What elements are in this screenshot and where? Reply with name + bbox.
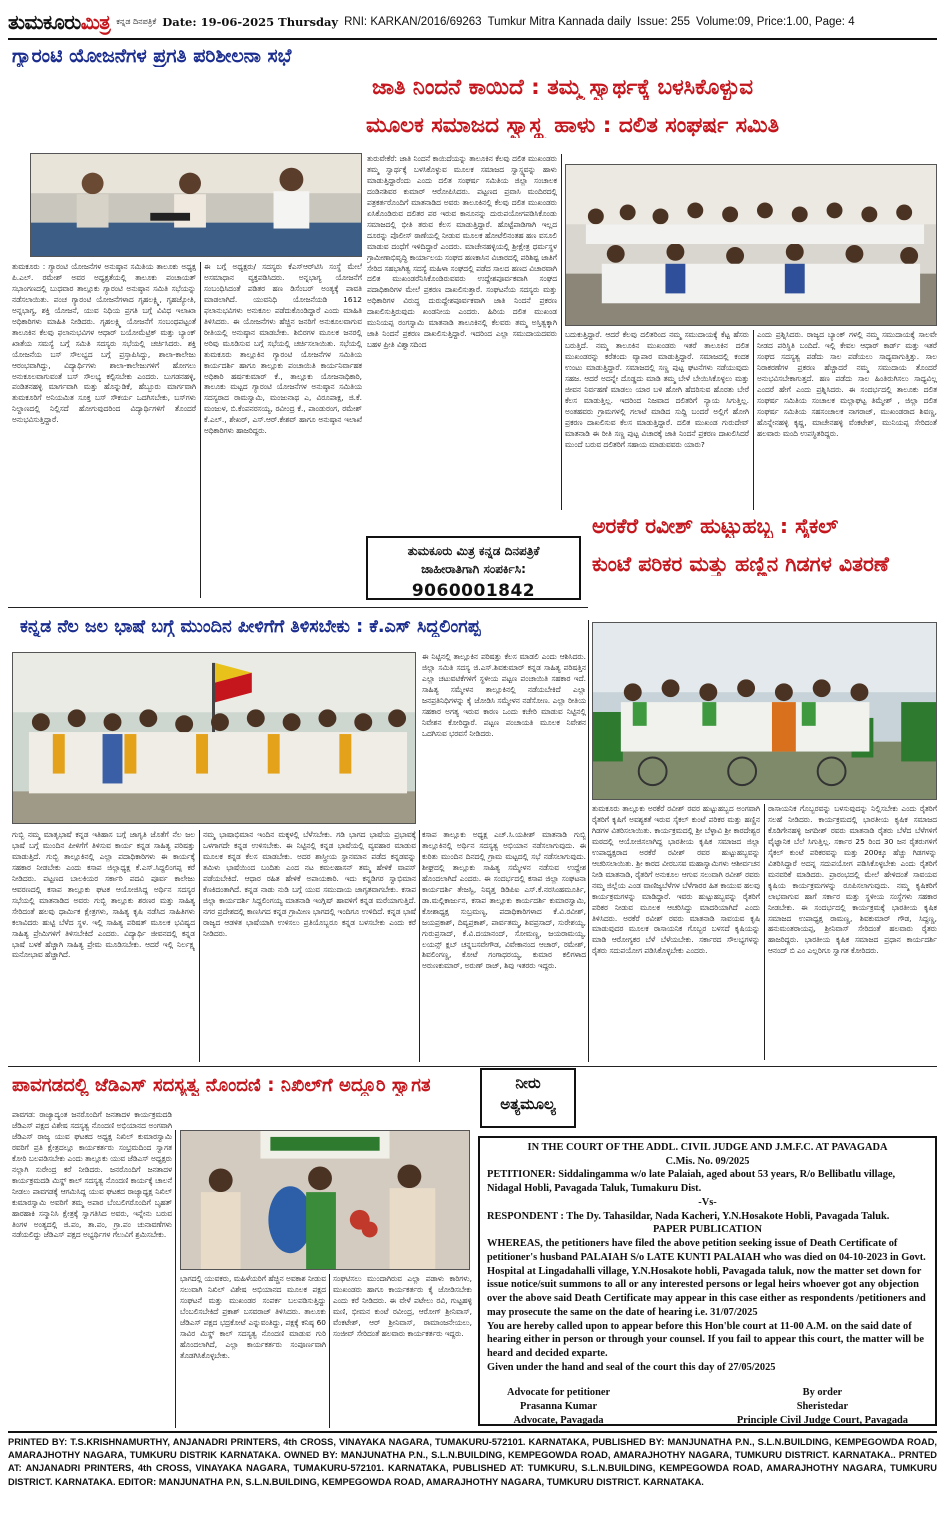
pavagada-welcome-photo bbox=[180, 1130, 470, 1270]
water-precious-box bbox=[480, 1068, 576, 1128]
arakere-distribution-photo bbox=[592, 622, 937, 800]
volume-price-page: Volume:09, Price:1.00, Page: 4 bbox=[696, 16, 855, 28]
right-sig-line-2: Sheristedar bbox=[796, 1401, 849, 1413]
column-divider bbox=[561, 154, 562, 510]
guarantee-column-2: ಈ ಬಗ್ಗೆ ಅಧ್ಯಕ್ಷರು/ ಸದಸ್ಯರು ಕೆಎಸ್‌ಆರ್‌ಟಿಸಿ ಸಂಸ್ಥೆ ಮೇಲೆ ಅಸಮಾಧಾನ ವ್ಯಕ್ತಪಡಿಸಿದರು. ಅನ್ನಭಾಗ್ಯ ಯೋಜನೆಗೆ ಸಂಬಂಧಿಸಿದಂತೆ ಪಡಿತರ ಹಣ ಡಿಸೆಂಬರ್ ಅಂತ್ಯಕ್ಕೆ ಪಾವತಿ ಮಾಡಲಾಗಿದೆ. ಯುವನಿಧಿ ಯೋಜನೆಯಡಿ 1612 ಫಲಾನುಭವಿಗಳು ಅನುಕೂಲ ಪಡೆದುಕೊಂಡಿದ್ದಾರೆ ಎಂದು ಮಾಹಿತಿ ತಿಳಿಸಿದರು. ಈ ಯೋಜನೆಗಳು ಹೆಚ್ಚಿನ ಜನರಿಗೆ ಅನುಕೂಲವಾಗುವ ರೀತಿಯಲ್ಲಿ ಅನುಷ್ಠಾನ ಮಾಡಬೇಕು. ಶಿಬಿರಗಳ ಮೂಲಕ ಜನರಲ್ಲಿ ಅರಿವು ಮೂಡಿಸುವ ಬಗ್ಗೆ ಸಭೆಯಲ್ಲಿ ಚರ್ಚಿಸಲಾಯಿತು. ಸಭೆಯಲ್ಲಿ ತುಮಕೂರು ತಾಲ್ಲೂಕಿನ ಗ್ಯಾರಂಟಿ ಯೋಜನೆಗಳ ಸಮಿತಿಯ ಕಾರ್ಯದರ್ಶಿ ಹಾಗೂ ತಾಲ್ಲೂಕು ಪಂಚಾಯಿತಿ ಕಾರ್ಯನಿರ್ವಾಹಕ ಅಧಿಕಾರಿ ಹರ್ಷಕುಮಾರ್ ಕೆ., ತಾಲ್ಲೂಕು ಯೋಜನಾಧಿಕಾರಿ, ತಾಲೂಕು ಮಟ್ಟದ ಗ್ಯಾರಂಟಿ ಯೋಜನೆಗಳ ಅನುಷ್ಠಾನ ಸಮಿತಿಯ ಸದಸ್ಯರಾದ ರಾಮಸ್ವಾಮಿ, ಮಂಜುನಾಥ ಎ, ವಿರೂಪಾಕ್ಷ, ಜಿ.ಕೆ. ಮಂಜುಳ, ಬಿ.ಕೆಂಪನರಸಯ್ಯ, ರವೀಂದ್ರ ಕೆ., ಪಾಂಡುರಂಗ, ರಮೇಶ್ ಕೆ.ಎಲ್., ಶೇಖರ್, ಎಸ್.ಆರ್.ಕೇಶವ್ ಹಾಗೂ ಅನುಷ್ಠಾನ ಇಲಾಖೆ ಅಧಿಕಾರಿಗಳು ಹಾಜರಿದ್ದರು. bbox=[204, 262, 362, 436]
masthead bbox=[8, 6, 937, 40]
paper-title: Tumkur Mitra Kannada daily bbox=[487, 16, 631, 28]
pavagada-column-3: ಸಂಘಟಿಸಲು ಮುಂದಾಗಿರುವ ಎಲ್ಲಾ ಪಡಾಳು ಕಾರಿಗಳು, ಮುಖಂಡರು ಹಾಗೂ ಕಾರ್ಯಕರ್ತರು ಕೈ ಜೋಡಿಸಬೇಕು ಎಂದು ಕರೆ ನೀಡಿದರು. ಈ ವೇಳೆ ಪಟೇಲು ರವಿ, ಗುಟ್ಟಹಳ್ಳಿ ಮಣಿ, ಭೀಮನ ಕುಂಟೆ ರವೀಂದ್ರ, ಆರೋಗ್ ಶ್ರೀನಿವಾಸ್, ವೆಂಕಟೇಶ್, ಆರ್ ಶ್ರೀನಿವಾಸ್, ರಾಮಾಂಜನೇಯಲು, ಸಂಜೀವ್ ಸೇರಿದಂತೆ ಹಲವಾರು ಕಾರ್ಯಕರ್ತರು ಇದ್ದರು. bbox=[333, 1274, 472, 1338]
newspaper-logo bbox=[8, 10, 110, 34]
issue-date: Date: 19-06-2025 Thursday bbox=[162, 15, 339, 29]
ad-line-2: ಜಾಹೀರಾತಿಗಾಗಿ ಸಂಪರ್ಕಿಸಿ: bbox=[421, 562, 526, 576]
print-line-footer: PRINTED BY: T.S.KRISHNAMURTHY, ANJANADRI PRINTERS, 4th CROSS, VINAYAKA NAGARA, TUMAKURU-572101. KARNATAKA, PUBLISHED BY: MANJUNATHA P.N., S.L.N.BUILDING, KEMPEGOWDA ROAD, AMARAJHOTHY NAGARA, TUMKURU DISTRIK KARNATAKA. OWNED BY: MANJUNATHA P.N., S.L.N.BUILDING, KEMPEGOWDA ROAD, AMARAJHOTHY NAGARA, TUMKURU DISTRICT. KARNATAKA.. PRNTED AT: ANJANADRI PRINTERS, 4th CROSS, VINAYAKA NAGARA, TUMAKURU-572101. KARNATAKA, PUBLISHED AT: TUMKURU, S.L.N.BUILDING, KEMPEGOWDA ROAD, AMARAJHOTHY NAGARA, TUMKURU DISTRICT. KARNATAKA. EDITOR: MANJUNATHA P.N, S.L.N.BUILDING, KEMPEGOWDA ROAD, AMARAJHOTHY NAGARA, TUMKURU DISTRICT. KARNATAKA. bbox=[8, 1431, 937, 1489]
court-body-2: You are hereby called upon to appear before this Hon'ble court at 11-00 A.M. on the said date of hearing either in person or through your counsel. If you fail to appear this court, the matter will be heard and decided exparte. bbox=[487, 1320, 924, 1360]
dalit-column-1: ತುರುವೇಕೆರೆ: ಜಾತಿ ನಿಂದನೆ ಕಾಯಿದೆಯನ್ನು ತಾಲೂಕಿನ ಕೆಲವು ದಲಿತ ಮುಖಂಡರು ತಮ್ಮ ಸ್ವಾರ್ಥಕ್ಕೆ ಬಳಸಿಕೊಳ್ಳುವ ಮೂಲಕ ಸಮಾಜದ ಸ್ವಾಸ್ಥ್ಯವನ್ನು ಹಾಳು ಮಾಡುತ್ತಿದ್ದಾರೆಂದು ಎಂದು ದಲಿತ ಸಂಘರ್ಷ ಸಮಿತಿಯ ಜಿಲ್ಲಾ ಸಂಚಾಲಕ ದಂಡಿನಶಿವರ ಕುಮಾರ್ ಆರೋಪಿಸಿದರು. ಪಟ್ಟಣದ ಪ್ರವಾಸಿ ಮಂದಿರದಲ್ಲಿ ಪತ್ರಕರ್ತರೊಂದಿಗೆ ಮಾತನಾಡಿದ ಅವರು ತಾಲೂಕಿನಲ್ಲಿ ಕೆಲವು ದಲಿತ ಮುಖಂಡರು ಏಸಿಕೊಂಡಿರುವ ದಲಿತರ ಪರ ಇರುವ ಕಾನೂನನ್ನು ದುರುಪಯೋಗಪಡಿಸಿಕೊಂಡು ಸಮಾಜದಲ್ಲಿ ಭೀತಿ ತರುವ ಕೆಲಸ ಮಾಡುತ್ತಿದ್ದಾರೆ. ಹೊಟ್ಟೆಪಾಡಿಗಾಗಿ ಇಲ್ಲದ ದೂರನ್ನು ಪೊಲೀಸ್ ಠಾಣೆಯಲ್ಲಿ ನೀಡುವ ಮೂಲಕ ಹೋಟೆಲಿನಂತಹ ಹಣ ವಸೂಲಿ ಮಾಡುವ ದಂಧೆಗೆ ಇಳಿದಿದ್ದಾರೆ ಎಂದರು. ಮಾಚೇನಹಳ್ಳಿಯಲ್ಲಿ ಶ್ರೀಕ್ಷೇತ್ರ ಧರ್ಮಸ್ಥಳ ಗ್ರಾಮೀಣಾಭಿವೃದ್ಧಿ ಕಾರ್ಯಾಲಯ ಸಂಘದ ಹಣಕಾಸಿನ ವಿಚಾರದಲ್ಲಿ ಪರಿಶಿಷ್ಟ ಜಾತಿಗೆ ಸೇರಿದ ಸಹಭಾಗಿತ್ವ ಸದಸ್ಯೆ ಮಹಿಳಾ ಸಂಘದಲ್ಲಿ ಪಡೆದ ಸಾಲದ ಹಣದ ವಿಚಾರವಾಗಿ ದಲಿತ ಮುಖಂಡರೆನಿಸಿಕೊಂಡಿರುವವರು ಉದ್ದೇಶಪೂರ್ವಕವಾಗಿ ಸಂಘದ ಪದಾಧಿಕಾರಿಗಳ ಮೇಲೆ ಪ್ರಕರಣ ದಾಖಲಿಸುತ್ತಾರೆ. ಸಂಘಟನೆಯ ಸದಸ್ಯರು ಮತ್ತು ಅಧಿಕಾರಿಗಳ ವಿರುದ್ಧ ದುರುದ್ದೇಶಪೂರ್ವಕವಾಗಿ ಜಾತಿ ನಿಂದನೆ ಪ್ರಕರಣ ದಾಖಲಿಸುತ್ತಿರುವುದು ಖಂಡನೀಯ ಎಂದರು. ಹಿರಿಯ ದಲಿತ ಮುಖಂಡ ಮುನಿಯಪ್ಪ ರಂಗಸ್ವಾಮಿ ಮಾತನಾಡಿ ತಾಲೂಕಿನಲ್ಲಿ ಕೆಲವರು ತಮ್ಮ ಅಸ್ತಿತ್ವಕ್ಕಾಗಿ ಜಾತಿ ನಿಂದನೆ ಪ್ರಕರಣ ದಾಖಲಿಸುತ್ತಿದ್ದಾರೆ. ಇದರಿಂದ ಎಲ್ಲಾ ಸಮುದಾಯದವರು ಬಹಳ ಪ್ರೀತಿ ವಿಶ್ವಾಸದಿಂದ bbox=[367, 154, 557, 350]
dalit-headline-line-1: ಜಾತಿ ನಿಂದನೆ ಕಾಯಿದೆ : ತಮ್ಮ ಸ್ವಾರ್ಥಕ್ಕೆ ಬಳಸಿಕೊಳ್ಳುವ bbox=[372, 76, 754, 100]
court-petitioner: PETITIONER: Siddalingamma w/o late Palaiah, aged about 53 years, R/o Bellibatlu village, Nidagal Hobli, Pavagada Taluk, Tumakuru Dist. bbox=[487, 1169, 896, 1195]
court-order-signature bbox=[737, 1386, 908, 1427]
court-body-3: Given under the hand and seal of the court this day of 27/05/2025 bbox=[487, 1361, 776, 1373]
kannada-sahitya-group-photo bbox=[12, 652, 416, 824]
left-sig-line-1: Advocate for petitioner bbox=[507, 1387, 611, 1399]
court-case-number: C.Mis. No. 09/2025 bbox=[665, 1155, 750, 1167]
column-divider bbox=[764, 804, 765, 1060]
issue-number: Issue: 255 bbox=[636, 16, 691, 28]
dalit-headline-line-2: ಮೂಲಕ ಸಮಾಜದ ಸ್ವಾಸ್ಥ್ಯ ಹಾಳು : ದಲಿತ ಸಂಘರ್ಷ ಸಮಿತಿ bbox=[366, 114, 779, 138]
pavagada-headline: ಪಾವಗಡದಲ್ಲಿ ಜೆಡಿಎಸ್ ಸದಸ್ಯತ್ವ ನೊಂದಣಿ : ನಿಖಿಲ್‌ಗೆ ಅದ್ದೂರಿ ಸ್ವಾಗತ bbox=[12, 1076, 431, 1096]
dalit-column-2: ಬದುಕುತ್ತಿದ್ದಾರೆ. ಆದರೆ ಕೆಲವು ದಲಿತರಿಂದ ನಮ್ಮ ಸಮುದಾಯಕ್ಕೆ ಕೆಟ್ಟ ಹೆಸರು ಬರುತ್ತಿದೆ. ನಮ್ಮ ತಾಲೂಕಿನ ಮುಖಂಡರು ಇತರೆ ತಾಲೂಕಿನ ದಲಿತ ಮುಖಂಡರನ್ನು ಕರೆತಂದು ವ್ಯಾಪಾರ ಮಾಡುತ್ತಿದ್ದಾರೆ. ಸಮಾಜದಲ್ಲಿ ಕಂದಕ ಉಂಟು ಮಾಡುತ್ತಿದ್ದಾರೆ. ಸಮಾಜದಲ್ಲಿ ಸಣ್ಣ ಪುಟ್ಟ ಘಟನೆಗಳು ನಡೆಯುವುದು ಸಹಜ. ಆದರೆ ಅದನ್ನೇ ದೊಡ್ಡದು ಮಾಡಿ ತಮ್ಮ ಬೇಳೆ ಬೇಯಿಸಿಕೊಳ್ಳಲು ಮತ್ತು ಜೀವನ ನಿರ್ವಹಣೆ ಮಾಡಲು ಯಾರ ಬಳಿ ಹೋಗಿ ಹೆದರಿಸುವ ಹೊರತು ಬೇರೆ ಕೆಲಸ ಮಾಡುತ್ತಿಲ್ಲ. ಇದರಿಂದ ನಿಜವಾದ ದಲಿತರಿಗೆ ನ್ಯಾಯ ಸಿಗುತ್ತಿಲ್ಲ. ಅಂತಹವರು ಗ್ರಾಮಗಳಲ್ಲಿ ಗಲಾಟೆ ಮಾಡಿದ ಸುದ್ದಿ ಬಂದರೆ ಅಲ್ಲಿಗೆ ಹೋಗಿ ಪ್ರಕರಣ ದಾಖಲಿಸುವ ಕೆಲಸ ಮಾಡುತ್ತಿದ್ದಾರೆ. ದಲಿತ ಮುಖಂಡ ಗುರುದೇವ್ ಮಾತನಾಡಿ ಈ ರೀತಿ ಸಣ್ಣ ಪುಟ್ಟ ವಿಚಾರಕ್ಕೆ ಜಾತಿ ನಿಂದನೆ ಪ್ರಕರಣ ದಾಖಲಿಸಿದರೆ ಮುಂದೆ ಬರುವ ದಲಿತರಿಗೆ ಸಹಾಯ ಮಾಡುವವರು ಯಾರು? bbox=[565, 330, 749, 449]
column-divider bbox=[199, 830, 200, 1062]
pavagada-column-2: ಭಾಗದಲ್ಲಿ ಯುವಕರು, ಮಹಿಳೆಯರಿಗೆ ಹೆಚ್ಚಿನ ಅವಕಾಶ ನೀಡುವ ಸಲುವಾಗಿ ನಿಖಿಲ್ ವಿಶೇಷ ಅಭಿಯಾನದ ಮೂಲಕ ಪಕ್ಷದ ಸಂಘಟನೆ ಮತ್ತು ಮುಖಂಡರ ಸಂಪರ್ಕ ಬಲಪಡಿಸುತ್ತಿದ್ದು ಬೆಂಬಲಿಸಬೇಕಿದೆ ಪ್ರಕಾಶ್ ಬಸವರಾಜ್ ತಿಳಿಸಿದರು. ತಾಲೂಕು ಜೆಡಿಎಸ್ ಪಕ್ಷದ ಭದ್ರಕೋಟೆ ಎನ್ನುವಂತಿದ್ದು, ಪಕ್ಷಕ್ಕೆ ಕನಿಷ್ಠ 60 ಸಾವಿರ ಮಿಸ್ಡ್ ಕಾಲ್ ಸದಸ್ಯತ್ವ ನೊಂದಣಿ ಮಾಡುವ ಗುರಿ ಹೊಂದಲಾಗಿದೆ, ಎಲ್ಲಾ ಕಾರ್ಯಕರ್ತರು ಸಂಪೂರ್ಣವಾಗಿ ತೊಡಗಿಸಿಕೊಳ್ಳಬೇಕು. bbox=[180, 1274, 326, 1360]
section-divider bbox=[588, 620, 589, 1062]
rni-number: RNI: KARKAN/2016/69263 bbox=[344, 16, 482, 28]
court-body-1: WHEREAS, the petitioners have filed the above petition seeking issue of Death Certificate of petitioner's husband PALAIAH S/o LATE KUNTI PALAIAH who was died on 04-10-2023 in Govt. Hospital at Lingadahalli village, Y.N.Hosakote hobli, Pavagada taluk, now the matter set down for issue notice/suit summons to all or any interested persons or legal heirs whoever got any objection over the above said Death Certificate may appear in this case either as respondents /petitioners and may prosecute the same on the date of hearing i.e. 31/07/2025 bbox=[487, 1238, 926, 1318]
court-title: IN THE COURT OF THE ADDL. CIVIL JUDGE AND J.M.F.C. AT PAVAGADA bbox=[527, 1142, 888, 1153]
kannada-column-top: ಈ ನಿಟ್ಟಿನಲ್ಲಿ ತಾಲ್ಲೂಕಿನ ಪರಿಷತ್ತು ಕೆಲಸ ಮಾಡಲಿ ಎಂದು ಆಶಿಸಿದರು. ಜಿಲ್ಲಾ ಸಮಿತಿ ಸದಸ್ಯ ಜಿ.ಎಸ್.ಶಿವಕುಮಾರ್ ಕನ್ನಡ ಸಾಹಿತ್ಯ ಪರಿಷತ್ತಿನ ಎಲ್ಲಾ ಚಟುವಟಿಕೆಗಳಿಗೆ ಸ್ಥಳೀಯ ಪಟ್ಟಣ ಪಂಚಾಯಿತಿ ಸಹಕಾರ ಇದೆ. ಸಾಹಿತ್ಯ ಸಮ್ಮೇಳನ ತಾಲ್ಲೂಕಿನಲ್ಲಿ ನಡೆಯಬೇಕಿದೆ ಎಲ್ಲಾ ಜನಪ್ರತಿನಿಧಿಗಳನ್ನು ಕೈ ಜೋಡಿಸಿ ಸಮ್ಮೇಳನ ನಡೆಸೋಣ. ಎಲ್ಲಾ ರೀತಿಯ ಸಹಕಾರ ಅಗತ್ಯ ಇರುವ ಕಾರಣ ಒಂದು ಕಚೇರಿ ಮಾಡುವ ನಿಟ್ಟಿನಲ್ಲಿ ನಿವೇಶನ ಕೋರಿದ್ದಾರೆ. ಪಟ್ಟಣ ಪಂಚಾಯತಿ ಮೂಲಕ ನಿವೇಶನ ಒದಗಿಸುವ ಭರವಸೆ ನೀಡಿದರು. bbox=[422, 652, 586, 738]
court-notice bbox=[478, 1136, 937, 1426]
court-vs: -Vs- bbox=[698, 1196, 717, 1208]
kannada-column-3: ಕಸಾಪ ತಾಲ್ಲೂಕು ಅಧ್ಯಕ್ಷ ಎಚ್.ಸಿ.ಯತೀಶ್ ಮಾತನಾಡಿ ಗುಬ್ಬಿ ತಾಲ್ಲೂಕಿನಲ್ಲಿ ಅರ್ಥಿನ ಸದಸ್ಯತ್ವ ಅಭಿಯಾನ ನಡೆಸಲಾಗುವುದು. ಈ ಕುರಿತು ಮುಂದಿನ ದಿನದಲ್ಲಿ ಗ್ರಾಮ ಮಟ್ಟದಲ್ಲಿ ಸಭೆ ನಡೆಸಲಾಗುವುದು. ಶೀಘ್ರದಲ್ಲಿ ತಾಲ್ಲೂಕು ಸಾಹಿತ್ಯ ಸಮ್ಮೇಳನ ನಡೆಸುವ ಉದ್ದೇಶ ಹೊಂದಲಾಗಿದೆ ಎಂದರು. ಈ ಸಂದರ್ಭದಲ್ಲಿ ಕಸಾಪ ಜಿಲ್ಲಾ ಸಂಘಟನಾ ಕಾರ್ಯದರ್ಶಿ ತೇಜಸ್ವಿ, ನಿವೃತ್ತ ಡಿಡಿಪಿಐ ಎಸ್.ಕೆ.ನರಸಿಂಹಮೂರ್ತಿ, ಡಾ.ಮಲ್ಲಿಕಾರ್ಜುನ, ಕಸಾಪ ತಾಲ್ಲೂಕು ಕಾರ್ಯದರ್ಶಿ ಕುಮಾರಸ್ವಾಮಿ, ಕೋಶಾಧ್ಯಕ್ಷ ಸುಬ್ರಮಣ್ಯ, ಪದಾಧಿಕಾರಿಗಳಾದ ಕೆ.ವಿ.ರವೀಶ್, ಜಯಪ್ರಕಾಶ್, ದಿವ್ಯಪ್ರಕಾಶ್, ಪಾರ್ವತಮ್ಮ, ಶಿವಪ್ರಸಾದ್, ಸುರೇಶಯ್ಯ, ಗುರುಪ್ರಸಾದ್, ಕೆ.ವಿ.ದಯಾನಂದ್, ಸೋಮಣ್ಣ, ಜಯರಾಮಯ್ಯ, ಲಯನ್ಸ್ ಕ್ಲಬ್ ಚನ್ನಬಸವೇಗೌಡ, ವಿವೇಕಾನಂದ ಆಚಾರ್, ರಮೇಶ್, ಶಿವಲಿಂಗಣ್ಣ, ಕೋಟೆ ಗಂಗಾಧರಯ್ಯ, ಕುಮಾರ ಕಲಿಗಳಾದ ಅರುಣಕುಮಾರ್, ಅರುಣ್ ರಾಜ್, ಶಿವು ಇತರರು ಇದ್ದರು. bbox=[422, 830, 586, 971]
guarantee-headline: ಗ್ಯಾರಂಟಿ ಯೋಜನೆಗಳ ಪ್ರಗತಿ ಪರಿಶೀಲನಾ ಸಭೆ bbox=[12, 46, 292, 67]
section-separator bbox=[8, 1066, 937, 1067]
guarantee-meeting-photo bbox=[30, 153, 362, 257]
kannada-column-2: ನಮ್ಮ ಭಾಷಾಭಿಮಾನ ಇಂದಿನ ಮಕ್ಕಳಲ್ಲಿ ಬೆಳೆಸಬೇಕು. ಗಡಿ ಭಾಗದ ಭಾಷೆಯ ಪ್ರಭಾವಕ್ಕೆ ಒಳಗಾಗದೇ ಕನ್ನಡ ಉಳಿಸಬೇಕು. ಈ ನಿಟ್ಟಿನಲ್ಲಿ ಕನ್ನಡ ಭಾಷೆಯಲ್ಲಿ ವ್ಯವಹಾರ ಮಾಡುವ ಮೂಲಕ ಕನ್ನಡ ಕೆಲಸ ಮಾಡಬೇಕು. ಅದರ ಶಾಸ್ತ್ರೀಯ ಸ್ಥಾನಮಾನ ಪಡೆದ ಕನ್ನಡವನ್ನು ತಮಿಳು ಭಾಷೆಯಿಂದ ಬಂದಿತು ಎಂದ ನಟ ಕಮಲಹಾಸನ್ ತಮ್ಮ ಹೇಳಿಕೆ ವಾಪಸ್ ಪಡೆಯಬೇಕಿದೆ. ಆಧಾರ ರಹಿತ ಹೇಳಿಕೆ ಅಪಾಯಕಾರಿ. ಇದು ಕನ್ನಡಿಗರ ಸ್ವಾಭಿಮಾನ ಕೆಣಕಿದಂತಾಗಿದೆ. ಕನ್ನಡ ನಾಡು ನುಡಿ ಬಗ್ಗೆ ಯುವ ಸಮುದಾಯ ಜಾಗೃತವಾಗಬೇಕು. ಕಸಾಪ ಜಿಲ್ಲಾ ಕಾರ್ಯದರ್ಶಿ ಸಿದ್ದಲಿಂಗಯ್ಯ ಮಾತನಾಡಿ ಇಂಗ್ಲಿಷ್ ಹಾವಳಿಗೆ ಕನ್ನಡ ಮರೆಯಾಗುತ್ತಿದೆ. ನಗರ ಪ್ರದೇಶದಲ್ಲಿ ಕಾಣಸಿಗದ ಕನ್ನಡ ಗ್ರಾಮೀಣ ಭಾಗದಲ್ಲಿ ಇಂದಿಗೂ ಉಳಿದಿದೆ. ಕನ್ನಡ ಭಾಷೆ ರಾಜ್ಯದ ಆಡಳಿತ ಭಾಷೆಯಾಗಿ ಉಳಿಸಲು ಪ್ರತಿಯೊಬ್ಬರೂ ಕನ್ನಡ ಬಳಸಬೇಕು ಎಂದು ಕರೆ ನೀಡಿದರು. bbox=[203, 830, 416, 938]
left-sig-line-3: Advocate, Pavagada bbox=[513, 1414, 604, 1426]
section-separator bbox=[8, 607, 588, 608]
column-divider bbox=[419, 830, 420, 1062]
court-publication-label: PAPER PUBLICATION bbox=[652, 1224, 762, 1236]
logo-subtitle: ಕನ್ನಡ ದಿನಪತ್ರಿಕೆ bbox=[116, 17, 157, 26]
kannada-headline: ಕನ್ನಡ ನೆಲ ಜಲ ಭಾಷೆ ಬಗ್ಗೆ ಮುಂದಿನ ಪೀಳಿಗೆಗೆ ತಿಳಿಸಬೇಕು : ಕೆ.ಎಸ್ ಸಿದ್ದಲಿಂಗಪ್ಪ bbox=[20, 618, 481, 637]
logo-main-text: ತುಮಕೂರು bbox=[8, 10, 81, 34]
arakere-headline-line-1: ಅರಕೆರೆ ರವೀಶ್ ಹುಟ್ಟುಹಬ್ಬ : ಸೈಕಲ್ bbox=[592, 515, 839, 538]
right-sig-line-3: Principle Civil Judge Court, Pavagada bbox=[736, 1414, 908, 1426]
petitioner-advocate-signature bbox=[507, 1386, 610, 1427]
kannada-column-1: ಗುಬ್ಬಿ ನಮ್ಮ ಮಾತೃಭಾಷೆ ಕನ್ನಡ ಇತಿಹಾಸ ಬಗ್ಗೆ ಜಾಗೃತಿ ಜೊತೆಗೆ ನೆಲ ಜಲ ಭಾಷೆ ಬಗ್ಗೆ ಮುಂದಿನ ಪೀಳಿಗೆಗೆ ತಿಳಿಸುವ ಕಾರ್ಯ ಕನ್ನಡ ಸಾಹಿತ್ಯ ಪರಿಷತ್ತು ಮಾಡುತ್ತಿದೆ. ಗುಬ್ಬಿ ತಾಲ್ಲೂಕಿನಲ್ಲಿ ಎಲ್ಲಾ ಪದಾಧಿಕಾರಿಗಳು ಈ ಕಾರ್ಯಕ್ಕೆ ಸಹಕಾರ ನೀಡಬೇಕು ಎಂದು ಕಸಾಪ ಜಿಲ್ಲಾಧ್ಯಕ್ಷ ಕೆ.ಎಸ್.ಸಿದ್ದಲಿಂಗಪ್ಪ ಕರೆ ನೀಡಿದರು. ಪಟ್ಟಣದ ಬಾಲಕಿಯರ ಸರ್ಕಾರಿ ಪದವಿ ಪೂರ್ವ ಕಾಲೇಜು ಆವರಣದಲ್ಲಿ ಕಸಾಪ ತಾಲ್ಲೂಕು ಘಟಕ ಆಯೋಜಿಸಿದ್ದ ಅರ್ಥಿನ ಸದಸ್ಯರ ಸಭೆಯಲ್ಲಿ ಮಾತನಾಡಿದ ಅವರು ಗುಬ್ಬಿ ತಾಲ್ಲೂಕು ಶರಣರ ಮತ್ತು ಸಾಹಿತ್ಯ ಸೇರಿದಂತೆ ಹಲವು ಧಾರ್ಮಿಕ ಕ್ಷೇತ್ರಗಳು, ಸಾಹಿತ್ಯ ಕೃಷಿ ನಡೆಸಿದ ಸಾಹಿತಿಗಳು ಕಲಾವಿದರು ಹುಟ್ಟಿ ಬೆಳೆದ ಸ್ಥಳ. ಇಲ್ಲಿ ಸಾಹಿತ್ಯ ಪರಿಷತ್ ಮೂಲಕ ಭವಿಷ್ಯದ ಸಾಹಿತ್ಯ ಪ್ರೇಮಿಗಳಿಗೆ ತಿಳಿಸಬೇಕಿದೆ ಎಂದರು. ವಿದ್ಯಾರ್ಥಿ ಜೀವನದಲ್ಲಿ ಕನ್ನಡ ಭಾಷೆ ಬಳಕೆ ಹೆಚ್ಚಾಗಿ ಸಾಹಿತ್ಯ ಪ್ರೇಮ ಮೂಡಿಸಬೇಕು. ಆದರೆ ಇಲ್ಲಿ ನಿರ್ಲಕ್ಷ್ಯ ಮನೋಭಾವ ಹೆಚ್ಚಾಗಿದೆ. bbox=[12, 830, 195, 960]
ad-line-1: ತುಮಕೂರು ಮಿತ್ರ ಕನ್ನಡ ದಿನಪತ್ರಿಕೆ bbox=[407, 544, 540, 558]
right-sig-line-1: By order bbox=[802, 1387, 843, 1399]
water-line-2: ಅತ್ಯಮೂಲ್ಯ bbox=[500, 1095, 556, 1113]
column-divider bbox=[200, 262, 201, 598]
court-signatures bbox=[487, 1386, 928, 1427]
pavagada-column-1: ಪಾವಗಡ: ರಾಜ್ಯಾದ್ಯಂತ ಜನರೊಂದಿಗೆ ಜನತಾದಳ ಕಾರ್ಯಕ್ರಮದಡಿ ಜೆಡಿಎಸ್ ಪಕ್ಷದ ವಿಶೇಷ ಸದಸ್ಯತ್ವ ನೊಂದಣಿ ಅಭಿಯಾನದ ಅಂಗವಾಗಿ ಜೆಡಿಎಸ್ ರಾಜ್ಯ ಯುವ ಘಟಕದ ಅಧ್ಯಕ್ಷ ನಿಖಿಲ್ ಕುಮಾರಸ್ವಾಮಿ ರವರಿಗೆ ಪ್ರತಿ ಕ್ಷೇತ್ರದಲ್ಲೂ ಕಾರ್ಯಕರ್ತರು ಸಂಭ್ರಮದಿಂದ ಸ್ವಾಗತ ಕೋರಿ ಬಲಪಡಿಸಬೇಕು ಎಂದು ತಾಲ್ಲೂಕು ಯುವ ಜೆಡಿಎಸ್ ಅಧ್ಯಕ್ಷರು ನಲ್ಲಾಗಿ ಸುರೇಂದ್ರ ಕರೆ ನೀಡಿದರು. ಜನರೊಂದಿಗೆ ಜನತಾದಳ ಕಾರ್ಯಕ್ರಮದಡಿ ಮಿಸ್ಡ್ ಕಾಲ್ ಸದಸ್ಯತ್ವ ನೊಂದಣಿ ಕಾರ್ಯಕ್ಕೆ ಚಾಲನೆ ನೀಡಲು ಪಾವಗಡಕ್ಕೆ ಆಗಮಿಸಿದ್ದ ಯುವ ಘಟಕದ ರಾಜ್ಯಾಧ್ಯಕ್ಷ ನಿಖಿಲ್ ಕುಮಾರಸ್ವಾಮಿ ಅವರಿಗೆ ತಮ್ಮ ಅಪಾರ ಬೆಂಬಲಿಗರೊಂದಿಗೆ ಬೃಹತ್ ಹಾರಹಾಕಿ ಸನ್ಮಾನಿಸಿ ಕ್ಷೇತ್ರಕ್ಕೆ ಸ್ವಾಗತಿಸಿದ ಅವರು, ಇನ್ನೇನು ಬರುವ ತಿಂಗಳ ಅಂತ್ಯದಲ್ಲಿ ಜಿ.ಪಂ, ತಾ.ಪಂ, ಗ್ರಾ.ಪಂ ಚುನಾವಣೆಗಳು ನಡೆಯಲಿದ್ದು ಜೆಡಿಎಸ್ ಪಕ್ಷದ ಅಭ್ಯರ್ಥಿಗಳ ಗೆಲುವಿಗೆ ಶ್ರಮಿಸಬೇಕು. bbox=[12, 1110, 172, 1240]
dalit-group-photo bbox=[565, 164, 937, 326]
court-respondent: RESPONDENT : The Dy. Tahasildar, Nada Kacheri, Y.N.Hosakote Hobli, Pavagada Taluk. bbox=[487, 1210, 890, 1222]
advertisement-contact-box bbox=[366, 536, 581, 600]
column-divider bbox=[753, 330, 754, 510]
water-line-1: ನೀರು bbox=[515, 1074, 541, 1092]
guarantee-column-1: ತುಮಕೂರು : ಗ್ಯಾರಂಟಿ ಯೋಜನೆಗಳ ಅನುಷ್ಠಾನ ಸಮಿತಿಯ ತಾಲೂಕು ಅಧ್ಯಕ್ಷ ಪಿ.ಎಲ್. ರಮೇಶ್ ಅವರ ಅಧ್ಯಕ್ಷತೆಯಲ್ಲಿ ತಾಲೂಕು ಪಂಚಾಯತ್ ಸಭಾಂಗಣದಲ್ಲಿ ಬುಧವಾರ ತಾಲ್ಲೂಕು ಗ್ಯಾರಂಟಿ ಅನುಷ್ಠಾನ ಸಮಿತಿ ಸಭೆಯನ್ನು ನಡೆಸಲಾಯಿತು. ಪಂಚ ಗ್ಯಾರಂಟಿ ಯೋಜನೆಗಳಾದ ಗೃಹಲಕ್ಷ್ಮಿ, ಗೃಹಜ್ಯೋತಿ, ಅನ್ನಭಾಗ್ಯ, ಶಕ್ತಿ ಯೋಜನೆ, ಯುವ ನಿಧಿಯ ಪ್ರಗತಿ ಬಗ್ಗೆ ವಿವಿಧ ಇಲಾಖಾ ಅಧಿಕಾರಿಗಳು ಮಾಹಿತಿ ನೀಡಿದರು. ಗೃಹಲಕ್ಷ್ಮಿ ಯೋಜನೆಗೆ ಸಂಬಂಧಪಟ್ಟಂತೆ ತಾಲೂಕಿನ ಕೆಲವು ಫಲಾನುಭವಿಗಳ ಆಧಾರ್ ಬಯೋಮೆಟ್ರಿಕ್ ಮತ್ತು ಬ್ಯಾಂಕ್ ಖಾತೆಯ ಸಮಸ್ಯೆ ಬಗ್ಗೆ ಸಮಿತಿ ಸದಸ್ಯರು ಸಭೆಯಲ್ಲಿ ಚರ್ಚಿಸಿದರು. ಶಕ್ತಿ ಯೋಜನೆಯ ಬಸ್ ಸೌಲಭ್ಯದ ಬಗ್ಗೆ ಪ್ರಸ್ತಾಪಿಸಿದ್ದು, ಶಾಲಾ-ಕಾಲೇಜು ಆರಂಭವಾಗಿದ್ದು, ವಿದ್ಯಾರ್ಥಿಗಳು ಶಾಲಾ-ಕಾಲೇಜುಗಳಿಗೆ ಹೋಗಲು ಅನುಕೂಲವಾಗುವಂತೆ ಬಸ್ ಸೌಲಭ್ಯ ಕಲ್ಪಿಸಬೇಕು ಎಂದರು. ಬುಗಡನಹಳ್ಳಿ, ಪಂಡಿತನಹಳ್ಳಿ ಮಾರ್ಗವಾಗಿ ಮತ್ತು ಹೊನ್ನುಡಿಕೆ, ಹೆಬ್ಬೂರು ಮಾರ್ಗವಾಗಿ ತುಮಕೂರಿಗೆ ಅನಿಯಮಿತ ಸೂಕ್ತ ಬಸ್ ಸೌಕರ್ಯ ಒದಗಿಸಬೇಕು, ಬಸ್‌ಗಳು ನಿಲ್ದಾಣದಲ್ಲಿ ನಿಲ್ಲಿಸದೆ ಹೋಗುವುದರಿಂದ ವಿದ್ಯಾರ್ಥಿಗಳಿಗೆ ತೊಂದರೆ ಅನುಭವಿಸುತ್ತಿದ್ದಾರೆ. bbox=[12, 262, 196, 425]
logo-red-text: ಮಿತ್ರ bbox=[80, 10, 111, 34]
arakere-column-1: ತುಮಕೂರು ತಾಲ್ಲೂಕು ಅರಕೆರೆ ರವೀಶ್ ರವರ ಹುಟ್ಟುಹಬ್ಬದ ಅಂಗವಾಗಿ ರೈತರಿಗೆ ಕೃಷಿಗೆ ಅವಶ್ಯಕತೆ ಇರುವ ಸೈಕಲ್ ಕುಂಟೆ ಪರಿಕರ ಮತ್ತು ಹಣ್ಣಿನ ಗಿಡಗಳ ವಿತರಿಸಲಾಯಿತು. ಕಾರ್ಯಕ್ರಮದಲ್ಲಿ ಶ್ರೀ ಬೆಳ್ಳಾವಿ ಶ್ರೀ ಕಾರದೇಶ್ವರ ಮಠದಲ್ಲಿ ಆಯೋಜಿಸಲಾಗಿದ್ದ ಭಾರತೀಯ ಕೃಷಿಕ ಸಮಾಜದ ಜಿಲ್ಲಾ ಉಪಾಧ್ಯಕ್ಷರಾದ ಅರಕೆರೆ ರವೀಶ್ ರವರ ಹುಟ್ಟುಹಬ್ಬವನ್ನು ಆಚರಿಸಲಾಯಿತು. ಶ್ರೀ ಕಾರದ ವೀರಬಸವ ಮಹಾಸ್ವಾಮಿಗಳು ಆಶೀರ್ವಚನ ನೀಡಿ ಮಾತನಾಡಿ, ರೈತರಿಗೆ ಅನುಕೂಲ ಆಗುವ ಸಲುವಾಗಿ ರವೀಶ್ ರವರು ನಮ್ಮ ಜಿಲ್ಲೆಯ ಎಂಡ ವಾಣಿಜ್ಯಬೆಳೆಗಳ ಬೆಳೆಗಾರರ ಹಿತ ಕಾಯುವ ಹಲವು ಕಾರ್ಯಕ್ರಮಗಳನ್ನು ಮಾಡಿದ್ದಾರೆ. ಇವರು ಹುಟ್ಟುಹಬ್ಬವನ್ನು ರೈತರಿಗೆ ಪರಿಕರ ನೀಡುವ ಮೂಲಕ ಆಚರಿಸಿದ್ದು ಮಾದರಿಯಾಗಿದೆ ಎಂದು ತಿಳಿಸಿದರು. ಅರಕೆರೆ ರವೀಶ್ ರವರು ಮಾತನಾಡಿ ಸಾವಯವ ಕೃಷಿ ಮಾಡುವುದರ ಮೂಲಕ ರಾಸಾಯನಿಕ ಗೊಬ್ಬರ ಬಳಸದೆ ಕೃಷಿಯನ್ನು ಮಾಡಿ ಆರೋಗ್ಯಕರ ಬೆಳೆ ಬೆಳೆಯಬೇಕು. ಸರ್ಕಾರದ ಸೌಲಭ್ಯಗಳನ್ನು ರೈತರು ಸದುಪಯೋಗ ಪಡಿಸಿಕೊಳ್ಳಬೇಕು ಎಂದರು. bbox=[592, 804, 760, 956]
arakere-column-2: ರಾಸಾಯನಿಕ ಗೊಬ್ಬರವನ್ನು ಬಳಸುವುದನ್ನು ನಿಲ್ಲಿಸಬೇಕು ಎಂದು ರೈತರಿಗೆ ಸಲಹೆ ನೀಡಿದರು. ಕಾರ್ಯಕ್ರಮದಲ್ಲಿ ಭಾರತೀಯ ಕೃಷಿಕ ಸಮಾಜದ ಕೊಡಿಗೇನಹಳ್ಳಿ ಜಗದೀಶ್ ರವರು ಮಾತನಾಡಿ ರೈತರು ಬೆಳೆದ ಬೆಳೆಗಳಿಗೆ ವೈಜ್ಞಾನಿಕ ಬೆಲೆ ಸಿಗುತ್ತಿಲ್ಲ. ಸರ್ಕಾರ 25 ರಿಂದ 30 ಜನ ರೈತರುಗಳಿಗೆ ಸೈಕಲ್ ಕುಂಟೆ ಪರಿಕರವನ್ನು ಮತ್ತು 200ಕ್ಕೂ ಹೆಚ್ಚು ಗಿಡಗಳನ್ನು ವಿತರಿಸಿದ್ದಾರೆ ಅದನ್ನ ಸದುಪಯೋಗ ಪಡಿಸಿಕೊಳ್ಳಬೇಕು ಎಂದು ರೈತರಿಗೆ ಮನವರಿಕೆ ಮಾಡಿದರು. ಪ್ರಾರಂಭದಲ್ಲಿ ಮೇಲೆ ಹೇಳಿದಂತೆ ಸಾವಯವ ಕೃಷಿಯ ಕಾರ್ಯಕ್ರಮಗಳನ್ನು ರೂಪಿಸಲಾಗುವುದು. ನಮ್ಮ ಕೃಷಿಕರಿಗೆ ಲಾಭವಾಗುವ ಹಾಗೆ ಸರ್ಕಾರ ಮತ್ತು ಸ್ಥಳೀಯ ಸಂಸ್ಥೆಗಳು ಸಹಕಾರ ನೀಡಬೇಕು. ಈ ಸಂದರ್ಭದಲ್ಲಿ ಕಾರ್ಯಕ್ರಮಕ್ಕೆ ಭಾರತೀಯ ಕೃಷಿಕ ಸಮಾಜದ ಉಪಾಧ್ಯಕ್ಷ ರಾಮಣ್ಣ, ಶಿವಕುಮಾರ್ ಗೌಡ, ಸಿದ್ದಣ್ಣ, ಹನುಮಂತರಾಯಪ್ಪ, ಶ್ರೀನಿವಾಸ್ ಸೇರಿದಂತೆ ಹಲವಾರು ರೈತರು ಹಾಜರಿದ್ದರು. ಭಾರತೀಯ ಕೃಷಿಕ ಸಮಾಜದ ಪ್ರಧಾನ ಕಾರ್ಯದರ್ಶಿ ಆನಂದ್ ಬಿ ಎಂ ಎಲ್ಲರಿಗೂ ಸ್ವಾಗತ ಕೋರಿದರು. bbox=[768, 804, 937, 956]
ad-phone-number: 9060001842 bbox=[411, 581, 536, 601]
column-divider bbox=[175, 1130, 176, 1428]
arakere-headline-line-2: ಕುಂಟೆ ಪರಿಕರ ಮತ್ತು ಹಣ್ಣಿನ ಗಿಡಗಳ ವಿತರಣೆ bbox=[592, 553, 889, 576]
left-sig-line-2: Prasanna Kumar bbox=[520, 1401, 598, 1413]
column-divider bbox=[329, 1274, 330, 1428]
dalit-column-3: ಎಂದು ಪ್ರಶ್ನಿಸಿದರು. ರಾಜ್ಯದ ಬ್ಯಾಂಕ್ ಗಳಲ್ಲಿ ನಮ್ಮ ಸಮುದಾಯಕ್ಕೆ ಸಾಲವೇ ನೀಡದ ಪರಿಸ್ಥಿತಿ ಬಂದಿದೆ. ಇಲ್ಲಿ ಕೇವಲ ಆಧಾರ್ ಕಾರ್ಡ್ ಮತ್ತು ಇತರೆ ಸಂಘದ ಸದಸ್ಯತ್ವ ಪಡೆದು ಸಾಲ ಪಡೆಯಲು ಸಾಧ್ಯವಾಗುತ್ತಿತ್ತು. ಸಾಲ ನಿರಾಕರಣೆಗಳ ಪ್ರಕರಣ ಹೆಚ್ಚಾದರೆ ನಮ್ಮ ಸಮುದಾಯ ತೊಂದರೆ ಅನುಭವಿಸಬೇಕಾಗುತ್ತದೆ. ಹಣ ಪಡೆದು ಸಾಲ ಹಿಂತಿರುಗಿಸಲು ಸಾಧ್ಯವಿಲ್ಲ ಎಂದರೆ ಹೇಗೆ ಎಂದು ಪ್ರಶ್ನಿಸಿದರು. ಈ ಸಂದರ್ಭದಲ್ಲಿ ತಾಲೂಕು ದಲಿತ ಸಂಘರ್ಷ ಸಮಿತಿಯ ಸಂಚಾಲಕ ಮಲ್ಲಾಘಟ್ಟ ತಿಮ್ಮೇಶ್ , ಜಿಲ್ಲಾ ದಲಿತ ಸಂಘರ್ಷ ಸಮಿತಿಯ ಸಹಸಂಚಾಲಕ ನಾಗರಾಜ್, ಮುಖಂಡರಾದ ಶಿವಣ್ಣ, ಹೊನ್ನೇನಹಳ್ಳಿ ಕೃಷ್ಣ, ಮಾಚೇನಹಳ್ಳಿ ವೆಂಕಟೇಶ್, ಮುನಿಯಪ್ಪ ಸೇರಿದಂತೆ ಹಲವಾರು ಮಂದಿ ಉಪಸ್ಥಿತರಿದ್ದರು. bbox=[757, 330, 937, 438]
